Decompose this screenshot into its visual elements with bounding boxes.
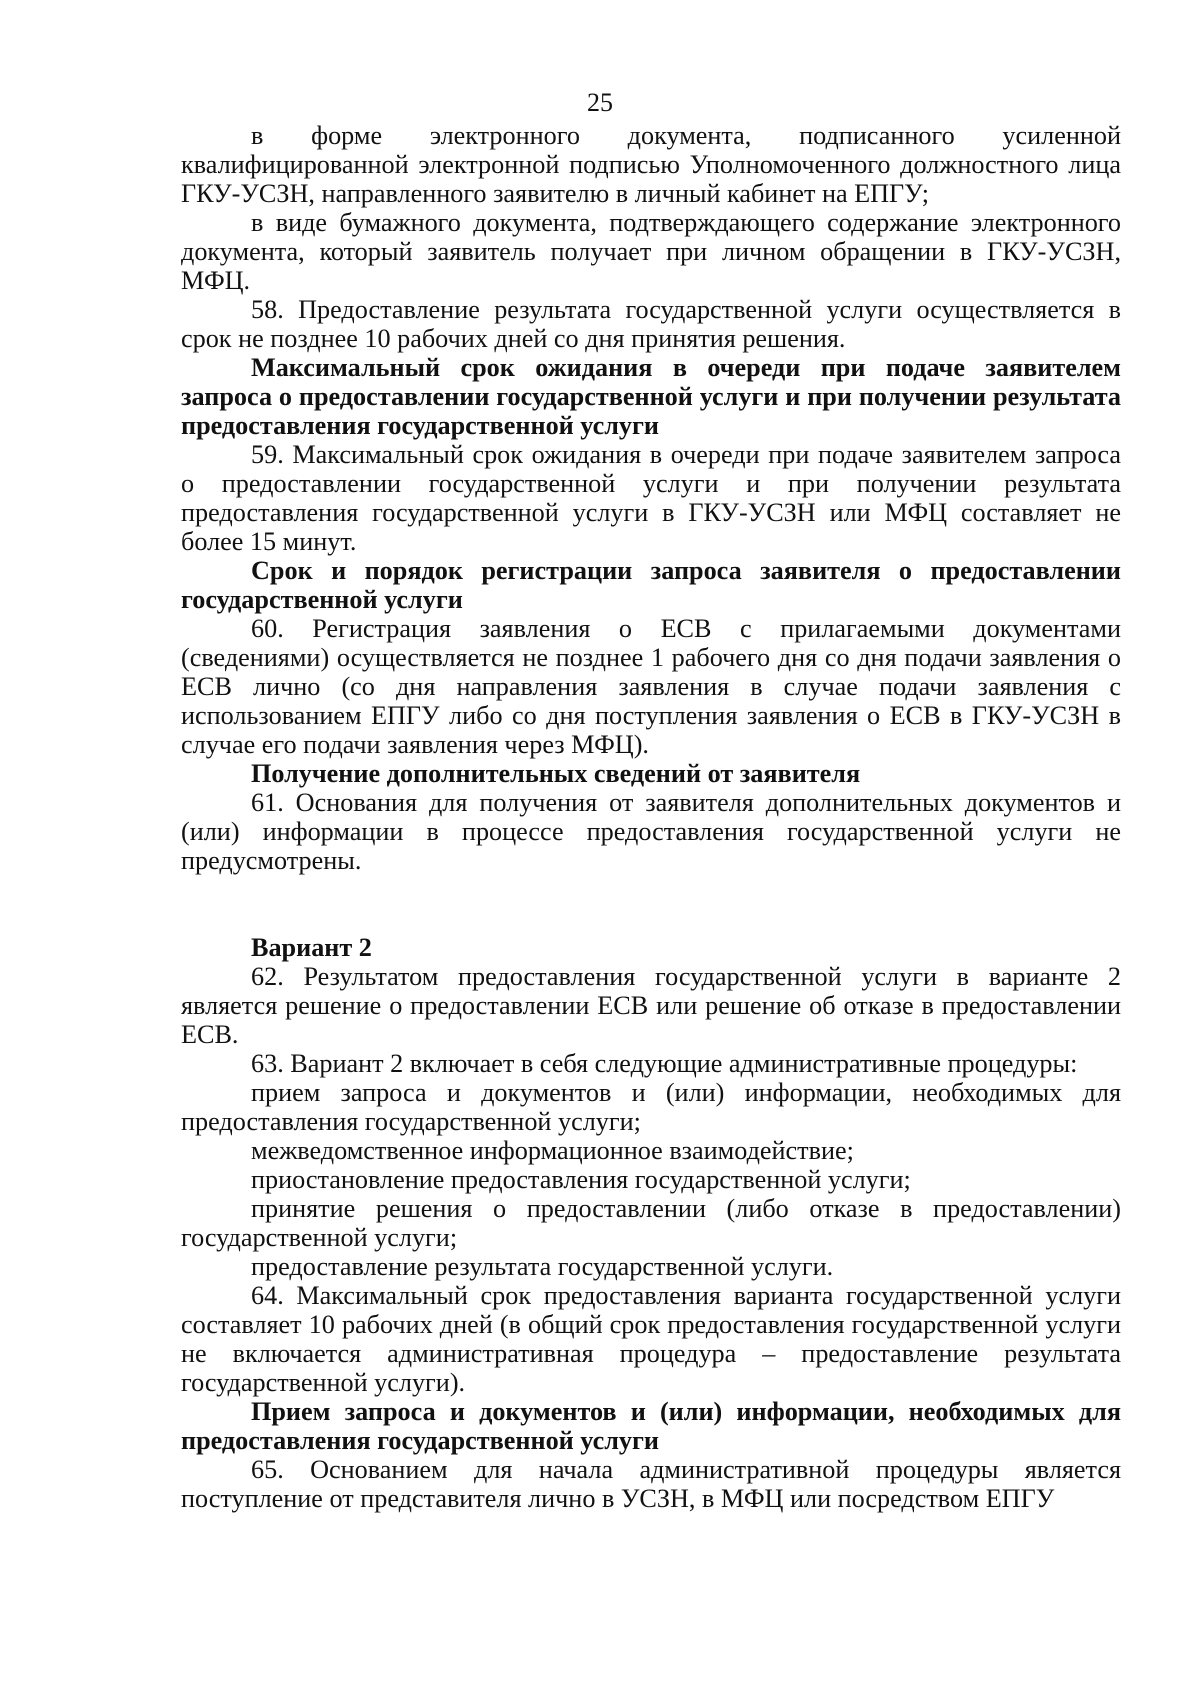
list-item: межведомственное информационное взаимодействие; (251, 1136, 854, 1165)
paragraph: в виде бумажного документа, подтверждающего содержание электронного документа, который заявитель получает при личном обращении в ГКУ-УСЗН, МФЦ. (181, 208, 1121, 295)
list-item: предоставление результата государственной услуги. (251, 1252, 834, 1281)
section-heading: Срок и порядок регистрации запроса заявителя о предоставлении государственной услуги (181, 556, 1121, 614)
paragraph-63: 63. Вариант 2 включает в себя следующие административные процедуры: (251, 1049, 1078, 1078)
blank-spacer (181, 875, 1121, 933)
paragraph-62: 62. Результатом предоставления государственной услуги в варианте 2 является решение о предоставлении ЕСВ или решение об отказе в предоставлении ЕСВ. (181, 962, 1121, 1049)
paragraph-64: 64. Максимальный срок предоставления варианта государственной услуги составляет 10 рабочих дней (в общий срок предоставления государственной услуги не включается административная процедура – предоставление результата государственной услуги). (181, 1281, 1121, 1397)
section-heading: Максимальный срок ожидания в очереди при подаче заявителем запроса о предоставлении государственной услуги и при получении результата предоставления государственной услуги (181, 353, 1121, 440)
variant-heading: Вариант 2 (251, 933, 372, 962)
list-item: прием запроса и документов и (или) информации, необходимых для предоставления государственной услуги; (181, 1078, 1121, 1136)
paragraph: в форме электронного документа, подписанного усиленной квалифицированной электронной подписью Уполномоченного должностного лица ГКУ-УСЗН, направленного заявителю в личный кабинет на ЕПГУ; (181, 121, 1121, 208)
paragraph-61: 61. Основания для получения от заявителя дополнительных документов и (или) информации в процессе предоставления государственной услуги не предусмотрены. (181, 788, 1121, 875)
page-number: 25 (587, 88, 613, 117)
paragraph-58: 58. Предоставление результата государственной услуги осуществляется в срок не позднее 10 рабочих дней со дня принятия решения. (181, 295, 1121, 353)
list-item: приостановление предоставления государственной услуги; (251, 1165, 911, 1194)
section-heading: Прием запроса и документов и (или) информации, необходимых для предоставления государственной услуги (181, 1397, 1121, 1455)
paragraph-59: 59. Максимальный срок ожидания в очереди при подаче заявителем запроса о предоставлении государственной услуги и при получении результата предоставления государственной услуги в ГКУ-УСЗН или МФЦ составляет не более 15 минут. (181, 440, 1121, 556)
section-heading: Получение дополнительных сведений от заявителя (251, 759, 861, 788)
list-item: принятие решения о предоставлении (либо отказе в предоставлении) государственной услуги; (181, 1194, 1121, 1252)
document-body (181, 121, 1121, 1513)
paragraph-60: 60. Регистрация заявления о ЕСВ с прилагаемыми документами (сведениями) осуществляется не позднее 1 рабочего дня со дня подачи заявления о ЕСВ лично (со дня направления заявления в случае подачи заявления с использованием ЕПГУ либо со дня поступления заявления о ЕСВ в ГКУ-УСЗН в случае его подачи заявления через МФЦ). (181, 614, 1121, 759)
paragraph-65: 65. Основанием для начала административной процедуры является поступление от представителя лично в УСЗН, в МФЦ или посредством ЕПГУ (181, 1455, 1121, 1513)
